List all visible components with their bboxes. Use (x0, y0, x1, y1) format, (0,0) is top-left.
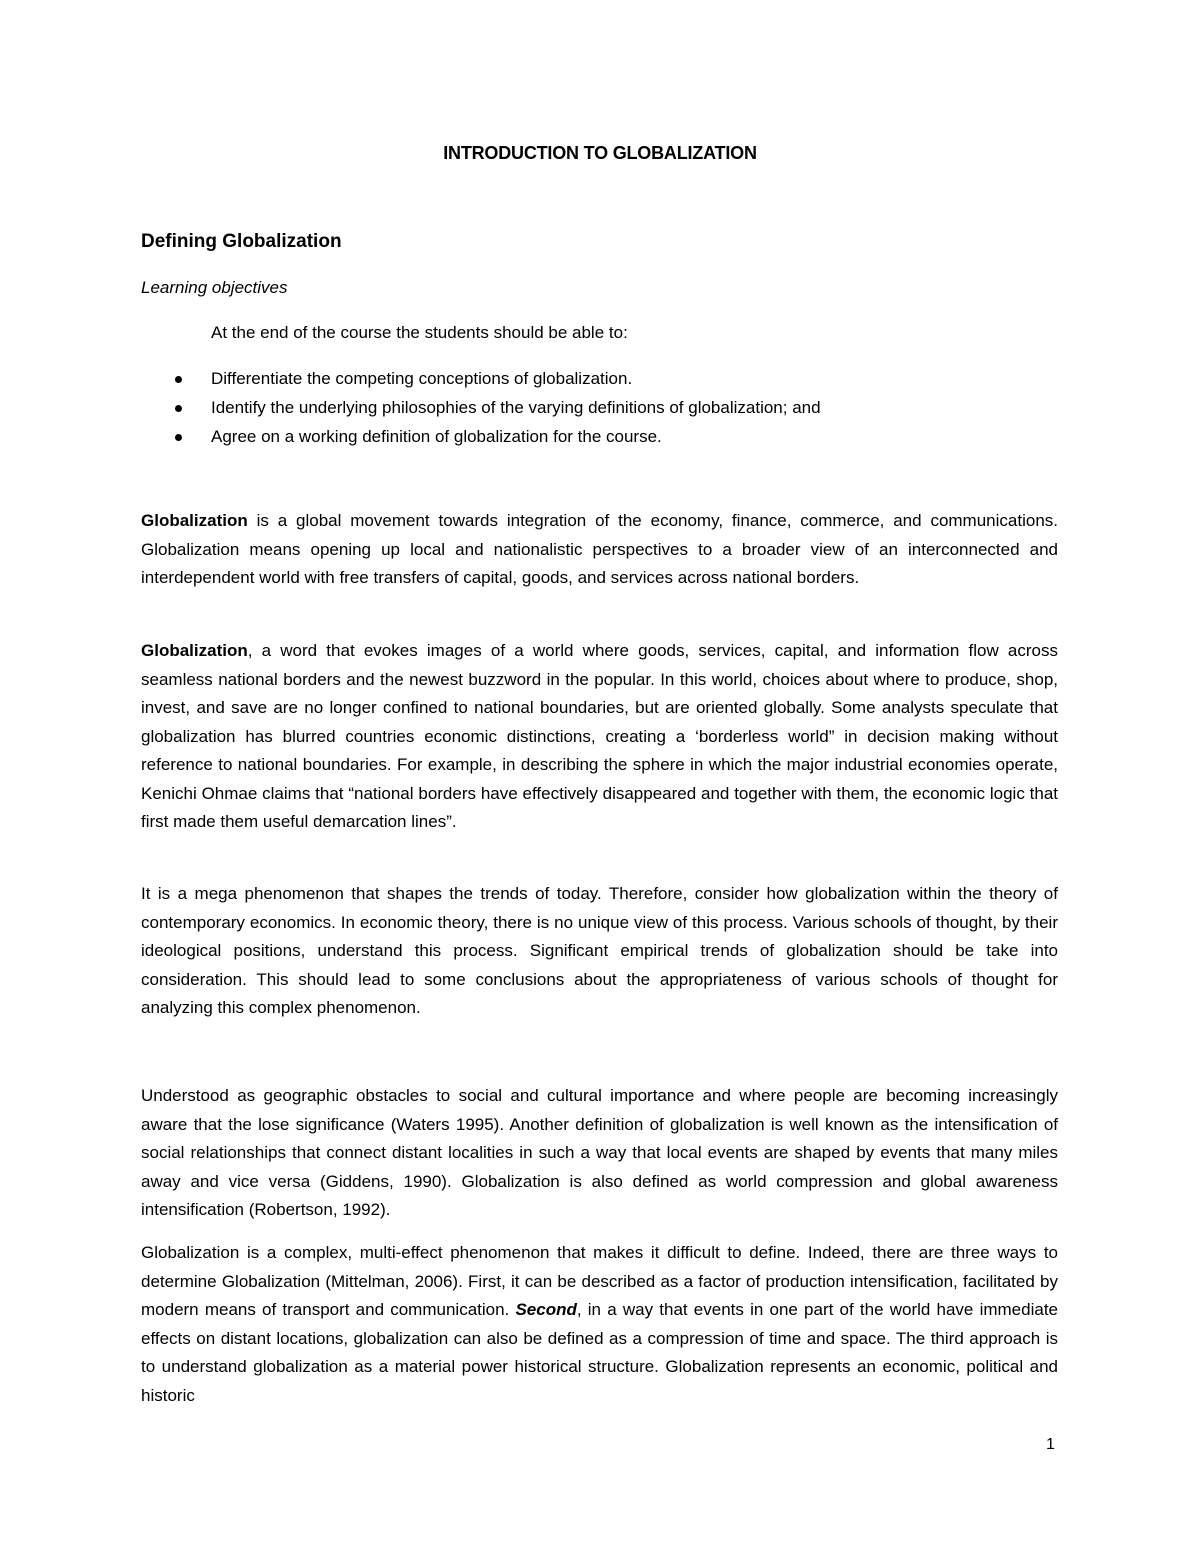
list-item (141, 422, 1061, 451)
paragraph-definition (141, 507, 1058, 593)
objectives-list (141, 364, 1061, 451)
bullet-icon (175, 376, 182, 383)
emphasis-second: Second (515, 1300, 577, 1319)
bullet-icon (175, 434, 182, 441)
paragraph-text: , a word that evokes images of a world where goods, services, capital, and information flow across seamless national borders and the newest buzzword in the popular. In this world, choices about where to produce, shop, invest, and save are no longer confined to national boundaries, but are oriented globally. Some analysts speculate that globalization has blurred countries economic distinctions, creating a ‘borderless world” in decision making without reference to national boundaries. For example, in describing the sphere in which the major industrial economies operate, Kenichi Ohmae claims that “national borders have effectively disappeared and together with them, the economic logic that first made them useful demarcation lines”. (141, 641, 1058, 831)
paragraph-definitions: Understood as geographic obstacles to social and cultural importance and where people are becoming increasingly aware that the lose significance (Waters 1995). Another definition of globalization is well known as the intensification of social relationships that connect distant localities in such a way that local events are shaped by events that many miles away and vice versa (Giddens, 1990). Globalization is also defined as world compression and global awareness intensification (Robertson, 1992). (141, 1086, 1058, 1219)
list-item (141, 393, 1061, 422)
learning-objectives-label: Learning objectives (141, 278, 288, 297)
objective-text: Agree on a working definition of globalization for the course. (211, 427, 662, 446)
document-title: INTRODUCTION TO GLOBALIZATION (443, 143, 757, 163)
paragraph-text: , in a way that events in one part of the world have immediate effects on distant locations, globalization can also be defined as a compression of time and space. The third approach is to understand globalization as a material power historical structure. Globalization represents an economic, political and historic (141, 1300, 1058, 1405)
paragraph-three-ways (141, 1239, 1058, 1410)
objective-text: Identify the underlying philosophies of the varying definitions of globalization; and (211, 398, 821, 417)
objective-text: Differentiate the competing conceptions of globalization. (211, 369, 633, 388)
section-heading: Defining Globalization (141, 231, 342, 252)
paragraph-text: Globalization is a complex, multi-effect phenomenon that makes it difficult to define. Indeed, there are three ways to determine Globalization (Mittelman, 2006). First, it can be described as a factor of production intensification, facilitated by modern means of transport and communication. (141, 1243, 1058, 1319)
page-number: 1 (1046, 1436, 1055, 1453)
term-globalization: Globalization (141, 641, 248, 660)
paragraph-borderless-world (141, 637, 1058, 837)
objectives-intro: At the end of the course the students should be able to: (211, 323, 628, 342)
paragraph-text: is a global movement towards integration of the economy, finance, commerce, and communications. Globalization means opening up local and nationalistic perspectives to a broader view of an interconnected and interdependent world with free transfers of capital, goods, and services across national borders. (141, 511, 1058, 587)
list-item (141, 364, 1061, 393)
term-globalization: Globalization (141, 511, 248, 530)
bullet-icon (175, 405, 182, 412)
paragraph-mega-phenomenon: It is a mega phenomenon that shapes the trends of today. Therefore, consider how globalization within the theory of contemporary economics. In economic theory, there is no unique view of this process. Various schools of thought, by their ideological positions, understand this process. Significant empirical trends of globalization should be take into consideration. This should lead to some conclusions about the appropriateness of various schools of thought for analyzing this complex phenomenon. (141, 884, 1058, 1017)
